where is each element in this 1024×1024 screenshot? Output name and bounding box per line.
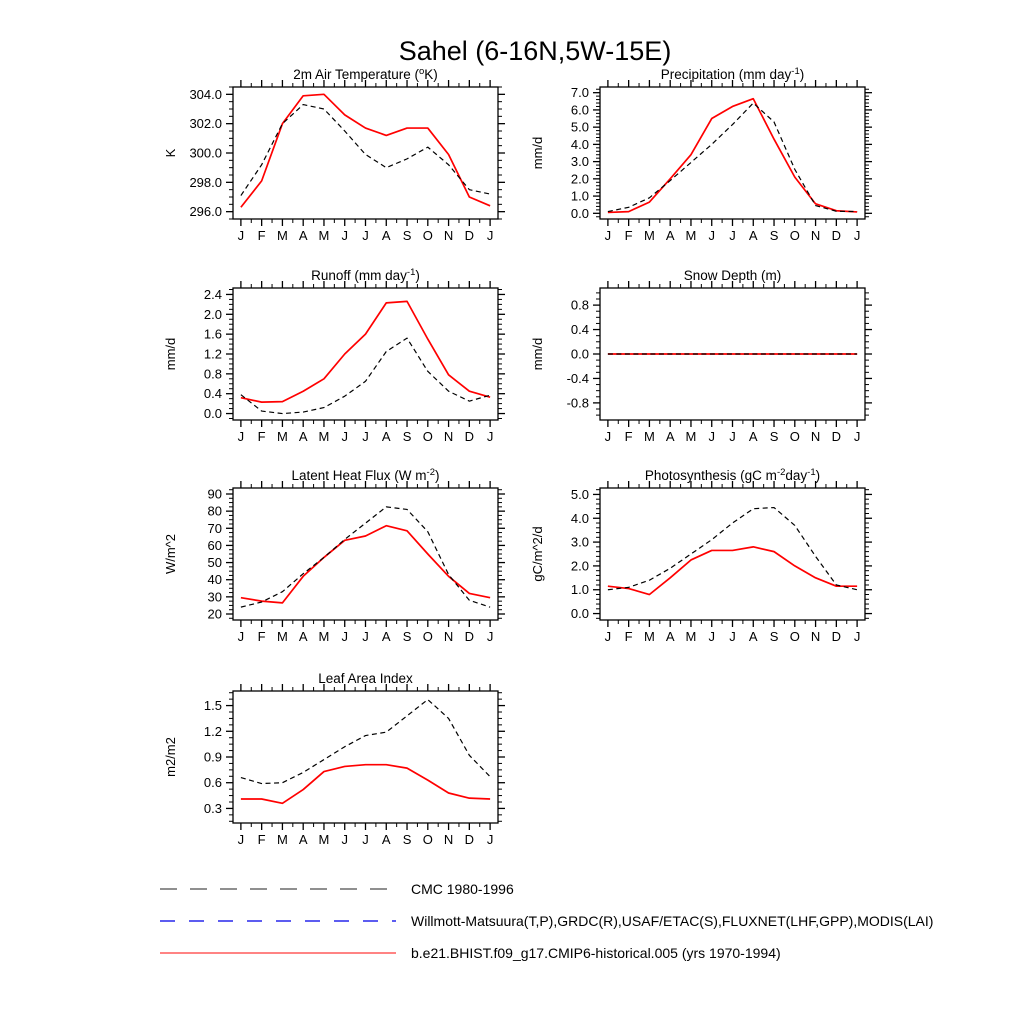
x-tick-label: S — [402, 429, 412, 444]
y-tick-label: 60 — [207, 537, 222, 553]
chart-precipitation — [515, 63, 895, 255]
x-tick-label: D — [464, 832, 475, 847]
x-tick-label: M — [685, 629, 697, 644]
x-tick-label: J — [486, 832, 494, 847]
y-tick-label: 5.0 — [570, 119, 589, 135]
x-tick-label: J — [486, 429, 494, 444]
x-tick-label: J — [486, 228, 494, 243]
x-tick-label: N — [810, 228, 821, 243]
plot-frame — [233, 691, 498, 823]
y-axis-unit: m2/m2 — [163, 737, 178, 777]
y-tick-label: 2.0 — [203, 306, 222, 322]
x-tick-label: M — [644, 228, 655, 243]
x-tick-label: J — [708, 228, 715, 243]
x-tick-label: A — [381, 228, 391, 243]
x-tick-label: A — [665, 228, 675, 243]
x-tick-label: A — [748, 429, 758, 444]
x-tick-label: A — [665, 629, 675, 644]
chart-air-temperature — [148, 63, 528, 255]
y-tick-label: 0.0 — [203, 406, 222, 422]
chart-svg-precipitation — [515, 63, 895, 255]
x-tick-label: O — [789, 429, 800, 444]
obs-line — [241, 105, 490, 196]
x-tick-label: S — [402, 832, 412, 847]
chart-title: Latent Heat Flux (W $m^{-2}$) — [291, 467, 440, 483]
chart-runoff — [148, 264, 528, 456]
y-tick-label: 7.0 — [570, 85, 589, 101]
x-tick-label: F — [257, 629, 266, 644]
x-tick-label: D — [464, 228, 475, 243]
x-tick-label: J — [362, 228, 369, 243]
x-tick-label: S — [769, 429, 779, 444]
x-tick-label: J — [362, 832, 369, 847]
y-axis-unit: mm/d — [163, 337, 178, 371]
y-tick-label: 90 — [207, 486, 222, 502]
x-tick-label: M — [277, 832, 288, 847]
model-line — [241, 94, 490, 207]
y-tick-label: 0.0 — [570, 606, 589, 622]
plot-frame — [233, 87, 498, 219]
y-tick-label: 302.0 — [189, 116, 222, 132]
chart-title: Leaf Area Index — [318, 671, 413, 686]
x-tick-label: M — [318, 228, 330, 243]
x-tick-label: S — [402, 629, 412, 644]
x-tick-label: A — [381, 832, 391, 847]
plot-frame — [233, 488, 498, 620]
chart-title: Snow Depth (m) — [683, 268, 782, 283]
x-tick-label: A — [298, 429, 308, 444]
y-tick-label: 0.4 — [570, 322, 589, 338]
y-tick-label: 3.0 — [570, 154, 589, 170]
x-tick-label: M — [644, 629, 655, 644]
legend-row-2 — [158, 937, 933, 969]
x-tick-label: J — [341, 228, 348, 243]
y-tick-label: 1.2 — [203, 723, 222, 739]
model-line — [241, 526, 490, 603]
y-axis-unit: mm/d — [530, 136, 545, 170]
y-tick-label: 2.4 — [203, 286, 222, 302]
x-tick-label: O — [789, 228, 800, 243]
chart-latent-heat-flux — [148, 464, 528, 656]
obs-line — [241, 700, 490, 784]
y-tick-label: 40 — [207, 572, 222, 588]
legend-label: b.e21.BHIST.f09_g17.CMIP6-historical.005 (yrs 1970-1994) — [411, 945, 781, 961]
y-tick-label: -0.8 — [566, 395, 589, 411]
chart-svg-photosynthesis — [515, 464, 895, 656]
chart-snow-depth — [515, 264, 895, 456]
model-line — [241, 301, 490, 402]
x-tick-label: M — [685, 228, 697, 243]
chart-svg-latent-heat-flux — [148, 464, 528, 656]
chart-leaf-area-index — [148, 667, 528, 859]
legend-label: CMC 1980-1996 — [411, 881, 514, 897]
y-tick-label: 4.0 — [570, 510, 589, 526]
y-tick-label: 298.0 — [189, 174, 222, 190]
x-tick-label: J — [237, 228, 245, 243]
y-tick-label: 296.0 — [189, 204, 222, 220]
x-tick-label: J — [362, 429, 369, 444]
y-tick-label: -0.4 — [566, 370, 589, 386]
y-tick-label: 300.0 — [189, 145, 222, 161]
x-tick-label: O — [422, 629, 433, 644]
x-tick-label: M — [318, 629, 330, 644]
x-tick-label: S — [402, 228, 412, 243]
x-tick-label: N — [443, 429, 454, 444]
y-tick-label: 50 — [207, 555, 222, 571]
y-tick-label: 3.0 — [570, 534, 589, 550]
y-tick-label: 0.8 — [570, 297, 589, 313]
legend-line-swatch — [158, 948, 398, 958]
plot-frame — [600, 488, 865, 620]
x-tick-label: O — [789, 629, 800, 644]
x-tick-label: A — [381, 629, 391, 644]
y-tick-label: 1.2 — [203, 346, 222, 362]
x-tick-label: F — [624, 629, 633, 644]
x-tick-label: N — [443, 832, 454, 847]
x-tick-label: J — [237, 832, 245, 847]
legend-row-1 — [158, 905, 933, 937]
x-tick-label: A — [748, 228, 758, 243]
chart-title: 2m Air Temperature ($^o$K) — [293, 66, 438, 82]
model-line — [608, 99, 857, 213]
x-tick-label: D — [831, 429, 842, 444]
x-tick-label: J — [237, 429, 245, 444]
x-tick-label: J — [341, 629, 348, 644]
x-tick-label: J — [362, 629, 369, 644]
x-tick-label: O — [422, 228, 433, 243]
chart-photosynthesis — [515, 464, 895, 656]
obs-line — [241, 507, 490, 607]
x-tick-label: A — [381, 429, 391, 444]
x-tick-label: J — [341, 429, 348, 444]
x-tick-label: O — [422, 832, 433, 847]
x-tick-label: J — [341, 832, 348, 847]
x-tick-label: N — [810, 629, 821, 644]
x-tick-label: D — [831, 228, 842, 243]
x-tick-label: M — [644, 429, 655, 444]
y-tick-label: 5.0 — [570, 486, 589, 502]
page-title: Sahel (6-16N,5W-15E) — [398, 36, 672, 66]
x-tick-label: F — [257, 429, 266, 444]
y-tick-label: 1.6 — [203, 326, 222, 342]
y-tick-label: 1.0 — [570, 188, 589, 204]
y-tick-label: 0.6 — [203, 775, 222, 791]
y-tick-label: 80 — [207, 503, 222, 519]
y-axis-unit: K — [163, 148, 178, 158]
x-tick-label: D — [464, 429, 475, 444]
y-tick-label: 2.0 — [570, 171, 589, 187]
x-tick-label: N — [443, 228, 454, 243]
x-tick-label: J — [729, 429, 736, 444]
chart-title: Photosynthesis (gC $m^{-2}day^{-1}$) — [644, 467, 821, 483]
legend-label: Willmott-Matsuura(T,P),GRDC(R),USAF/ETAC(S),FLUXNET(LHF,GPP),MODIS(LAI) — [411, 913, 934, 929]
chart-svg-runoff — [148, 264, 528, 456]
y-tick-label: 20 — [207, 606, 222, 622]
x-tick-label: J — [729, 629, 736, 644]
chart-svg-snow-depth — [515, 264, 895, 456]
y-tick-label: 0.0 — [570, 346, 589, 362]
chart-title: Precipitation (mm day$^{-1}$) — [660, 66, 805, 82]
obs-line — [608, 103, 857, 212]
model-line — [608, 547, 857, 595]
y-tick-label: 0.9 — [203, 749, 222, 765]
x-tick-label: M — [318, 429, 330, 444]
y-tick-label: 30 — [207, 589, 222, 605]
x-tick-label: F — [624, 228, 633, 243]
y-axis-unit: mm/d — [530, 337, 545, 371]
y-axis-unit: gC/m^2/d — [530, 526, 545, 582]
x-tick-label: M — [277, 228, 288, 243]
x-tick-label: J — [486, 629, 494, 644]
y-tick-label: 0.3 — [203, 800, 222, 816]
plot-frame — [233, 288, 498, 420]
x-tick-label: A — [298, 832, 308, 847]
x-tick-label: J — [604, 429, 612, 444]
legend-line-swatch — [158, 884, 398, 894]
y-tick-label: 304.0 — [189, 86, 222, 102]
x-tick-label: F — [257, 228, 266, 243]
x-tick-label: A — [298, 228, 308, 243]
x-tick-label: J — [853, 629, 861, 644]
x-tick-label: J — [237, 629, 245, 644]
x-tick-label: J — [604, 228, 612, 243]
y-tick-label: 70 — [207, 520, 222, 536]
y-tick-label: 1.0 — [570, 582, 589, 598]
chart-title: Runoff (mm day$^{-1}$) — [311, 267, 420, 283]
x-tick-label: A — [665, 429, 675, 444]
x-tick-label: M — [277, 429, 288, 444]
x-tick-label: J — [853, 429, 861, 444]
y-tick-label: 0.0 — [570, 205, 589, 221]
x-tick-label: F — [624, 429, 633, 444]
x-tick-label: J — [708, 429, 715, 444]
x-tick-label: M — [277, 629, 288, 644]
x-tick-label: D — [831, 629, 842, 644]
x-tick-label: F — [257, 832, 266, 847]
x-tick-label: J — [729, 228, 736, 243]
y-tick-label: 1.5 — [203, 698, 222, 714]
y-tick-label: 2.0 — [570, 558, 589, 574]
obs-line — [608, 508, 857, 590]
y-tick-label: 4.0 — [570, 136, 589, 152]
legend — [158, 873, 933, 969]
legend-line-swatch — [158, 916, 398, 926]
x-tick-label: O — [422, 429, 433, 444]
y-tick-label: 0.8 — [203, 366, 222, 382]
x-tick-label: J — [604, 629, 612, 644]
chart-svg-leaf-area-index — [148, 667, 528, 859]
x-tick-label: J — [853, 228, 861, 243]
y-tick-label: 0.4 — [203, 386, 222, 402]
x-tick-label: S — [769, 228, 779, 243]
model-line — [241, 765, 490, 804]
y-axis-unit: W/m^2 — [163, 533, 178, 575]
x-tick-label: A — [748, 629, 758, 644]
x-tick-label: A — [298, 629, 308, 644]
x-tick-label: N — [443, 629, 454, 644]
chart-svg-air-temperature — [148, 63, 528, 255]
y-tick-label: 6.0 — [570, 102, 589, 118]
x-tick-label: J — [708, 629, 715, 644]
x-tick-label: M — [685, 429, 697, 444]
x-tick-label: N — [810, 429, 821, 444]
x-tick-label: M — [318, 832, 330, 847]
x-tick-label: D — [464, 629, 475, 644]
legend-row-0 — [158, 873, 933, 905]
x-tick-label: S — [769, 629, 779, 644]
